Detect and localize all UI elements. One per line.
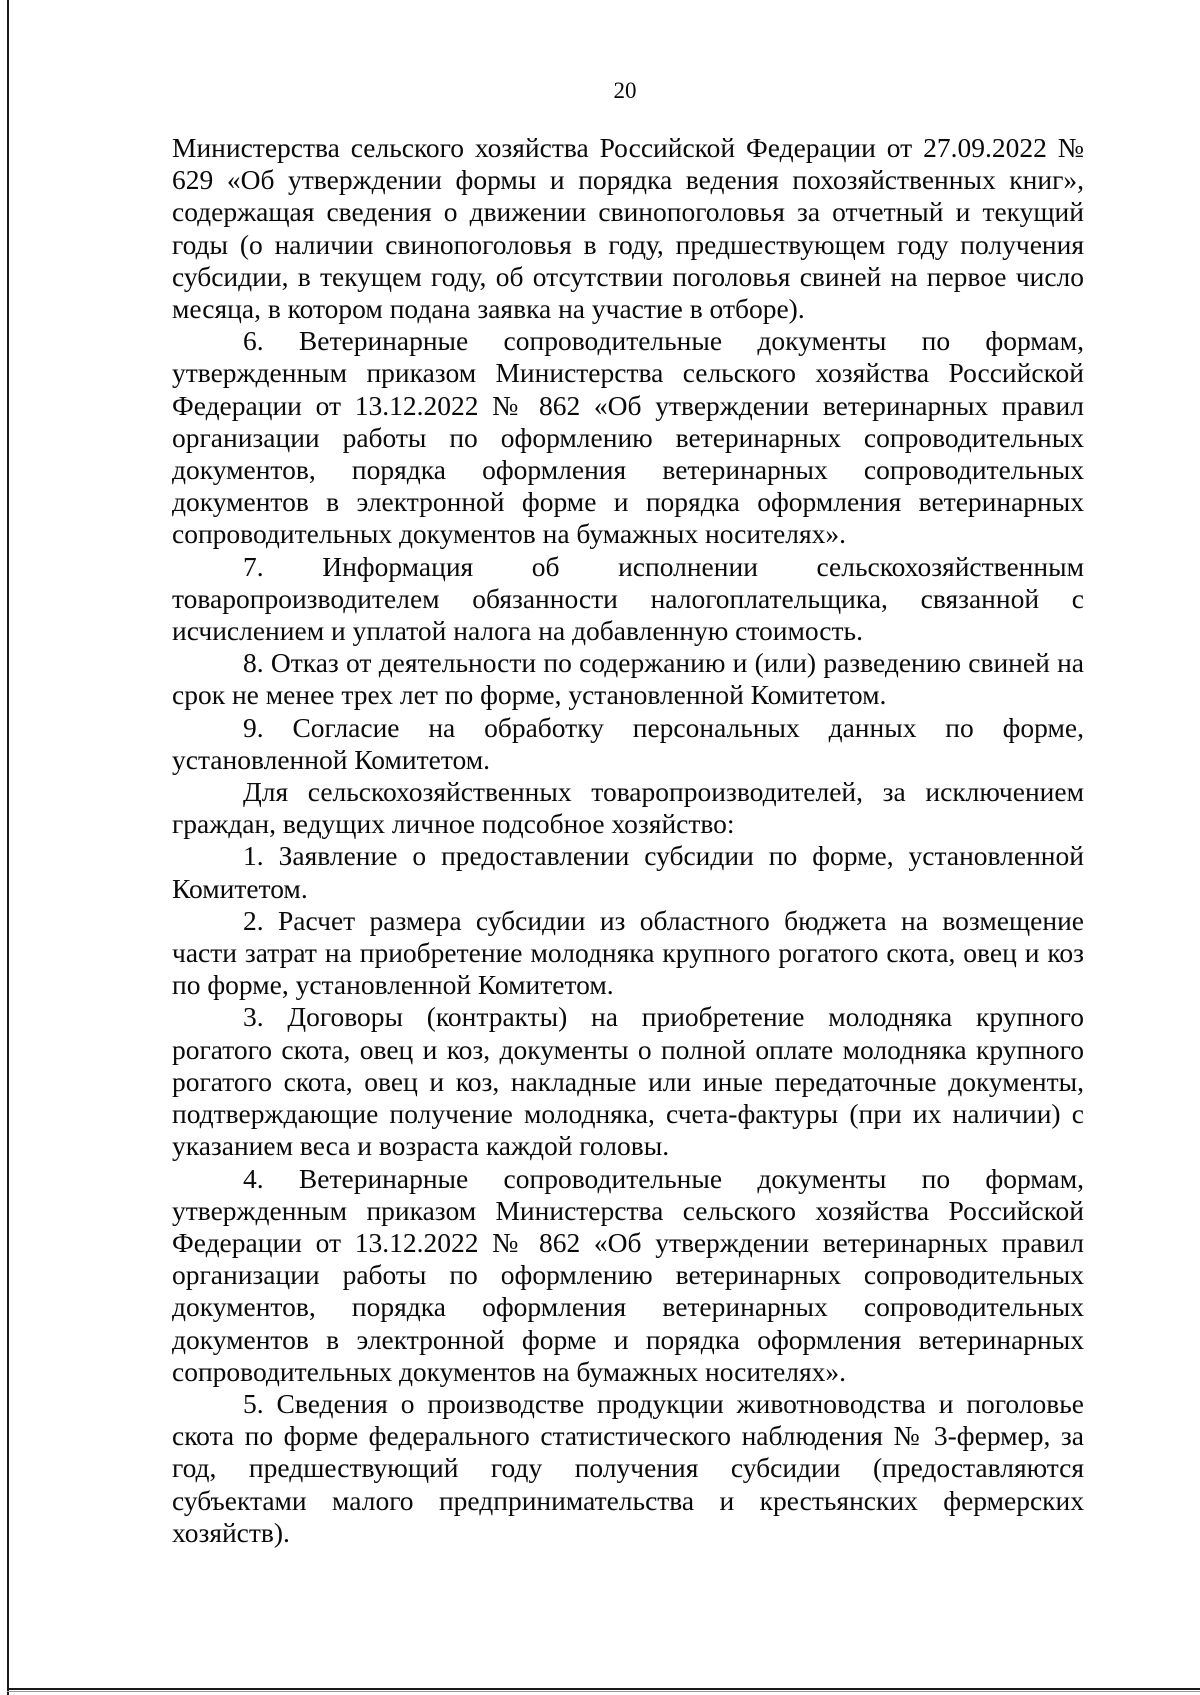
scan-edge-bottom-shadow	[7, 1691, 1200, 1692]
paragraph-section-item-1: 1. Заявление о предоставлении субсидии по форме, установленной Комитетом.	[172, 840, 1084, 904]
paragraph-item-8: 8. Отказ от деятельности по содержанию и (или) разведению свиней на срок не менее трех лет по форме, установленной Комитетом.	[172, 647, 1084, 711]
paragraph-section-item-3: 3. Договоры (контракты) на приобретение молодняка крупного рогатого скота, овец и коз, документы о полной оплате молодняка крупного рогатого скота, овец и коз, накладные или иные передаточные документы, подтверждающие получение молодняка, счета-фактуры (при их наличии) с указанием веса и возраста каждой головы.	[172, 1001, 1084, 1162]
scan-edge-bottom	[7, 1688, 1200, 1690]
paragraph-item-9: 9. Согласие на обработку персональных данных по форме, установленной Комитетом.	[172, 711, 1084, 775]
paragraph-continuation: Министерства сельского хозяйства Российской Федерации от 27.09.2022 № 629 «Об утверждении формы и порядка ведения похозяйственных книг», содержащая сведения о движении свинопоголовья за отчетный и текущий годы (о наличии свинопоголовья в году, предшествующем году получения субсидии, в текущем году, об отсутствии поголовья свиней на первое число месяца, в котором подана заявка на участие в отборе).	[172, 132, 1084, 325]
paragraph-section-item-4: 4. Ветеринарные сопроводительные документы по формам, утвержденным приказом Министерства сельского хозяйства Российской Федерации от 13.12.2022 № 862 «Об утверждении ветеринарных правил организации работы по оформлению ветеринарных сопроводительных документов, порядка оформления ветеринарных сопроводительных документов в электронной форме и порядка оформления ветеринарных сопроводительных документов на бумажных носителях».	[172, 1162, 1084, 1387]
paragraph-section-item-5: 5. Сведения о производстве продукции животноводства и поголовье скота по форме федерального статистического наблюдения № 3-фермер, за год, предшествующий году получения субсидии (предоставляются субъектами малого предпринимательства и крестьянских фермерских хозяйств).	[172, 1387, 1084, 1548]
paragraph-section-intro: Для сельскохозяйственных товаропроизводителей, за исключением граждан, ведущих личное подсобное хозяйство:	[172, 776, 1084, 840]
document-body	[172, 132, 1084, 1549]
page-number: 20	[613, 78, 637, 103]
paragraph-item-7: 7. Информация об исполнении сельскохозяйственным товаропроизводителем обязанности налогоплательщика, связанной с исчислением и уплатой налога на добавленную стоимость.	[172, 550, 1084, 647]
paragraph-section-item-2: 2. Расчет размера субсидии из областного бюджета на возмещение части затрат на приобретение молодняка крупного рогатого скота, овец и коз по форме, установленной Комитетом.	[172, 904, 1084, 1001]
paragraph-item-6: 6. Ветеринарные сопроводительные документы по формам, утвержденным приказом Министерства сельского хозяйства Российской Федерации от 13.12.2022 № 862 «Об утверждении ветеринарных правил организации работы по оформлению ветеринарных сопроводительных документов, порядка оформления ветеринарных сопроводительных документов в электронной форме и порядка оформления ветеринарных сопроводительных документов на бумажных носителях».	[172, 325, 1084, 550]
scan-edge-left	[7, 0, 9, 1695]
